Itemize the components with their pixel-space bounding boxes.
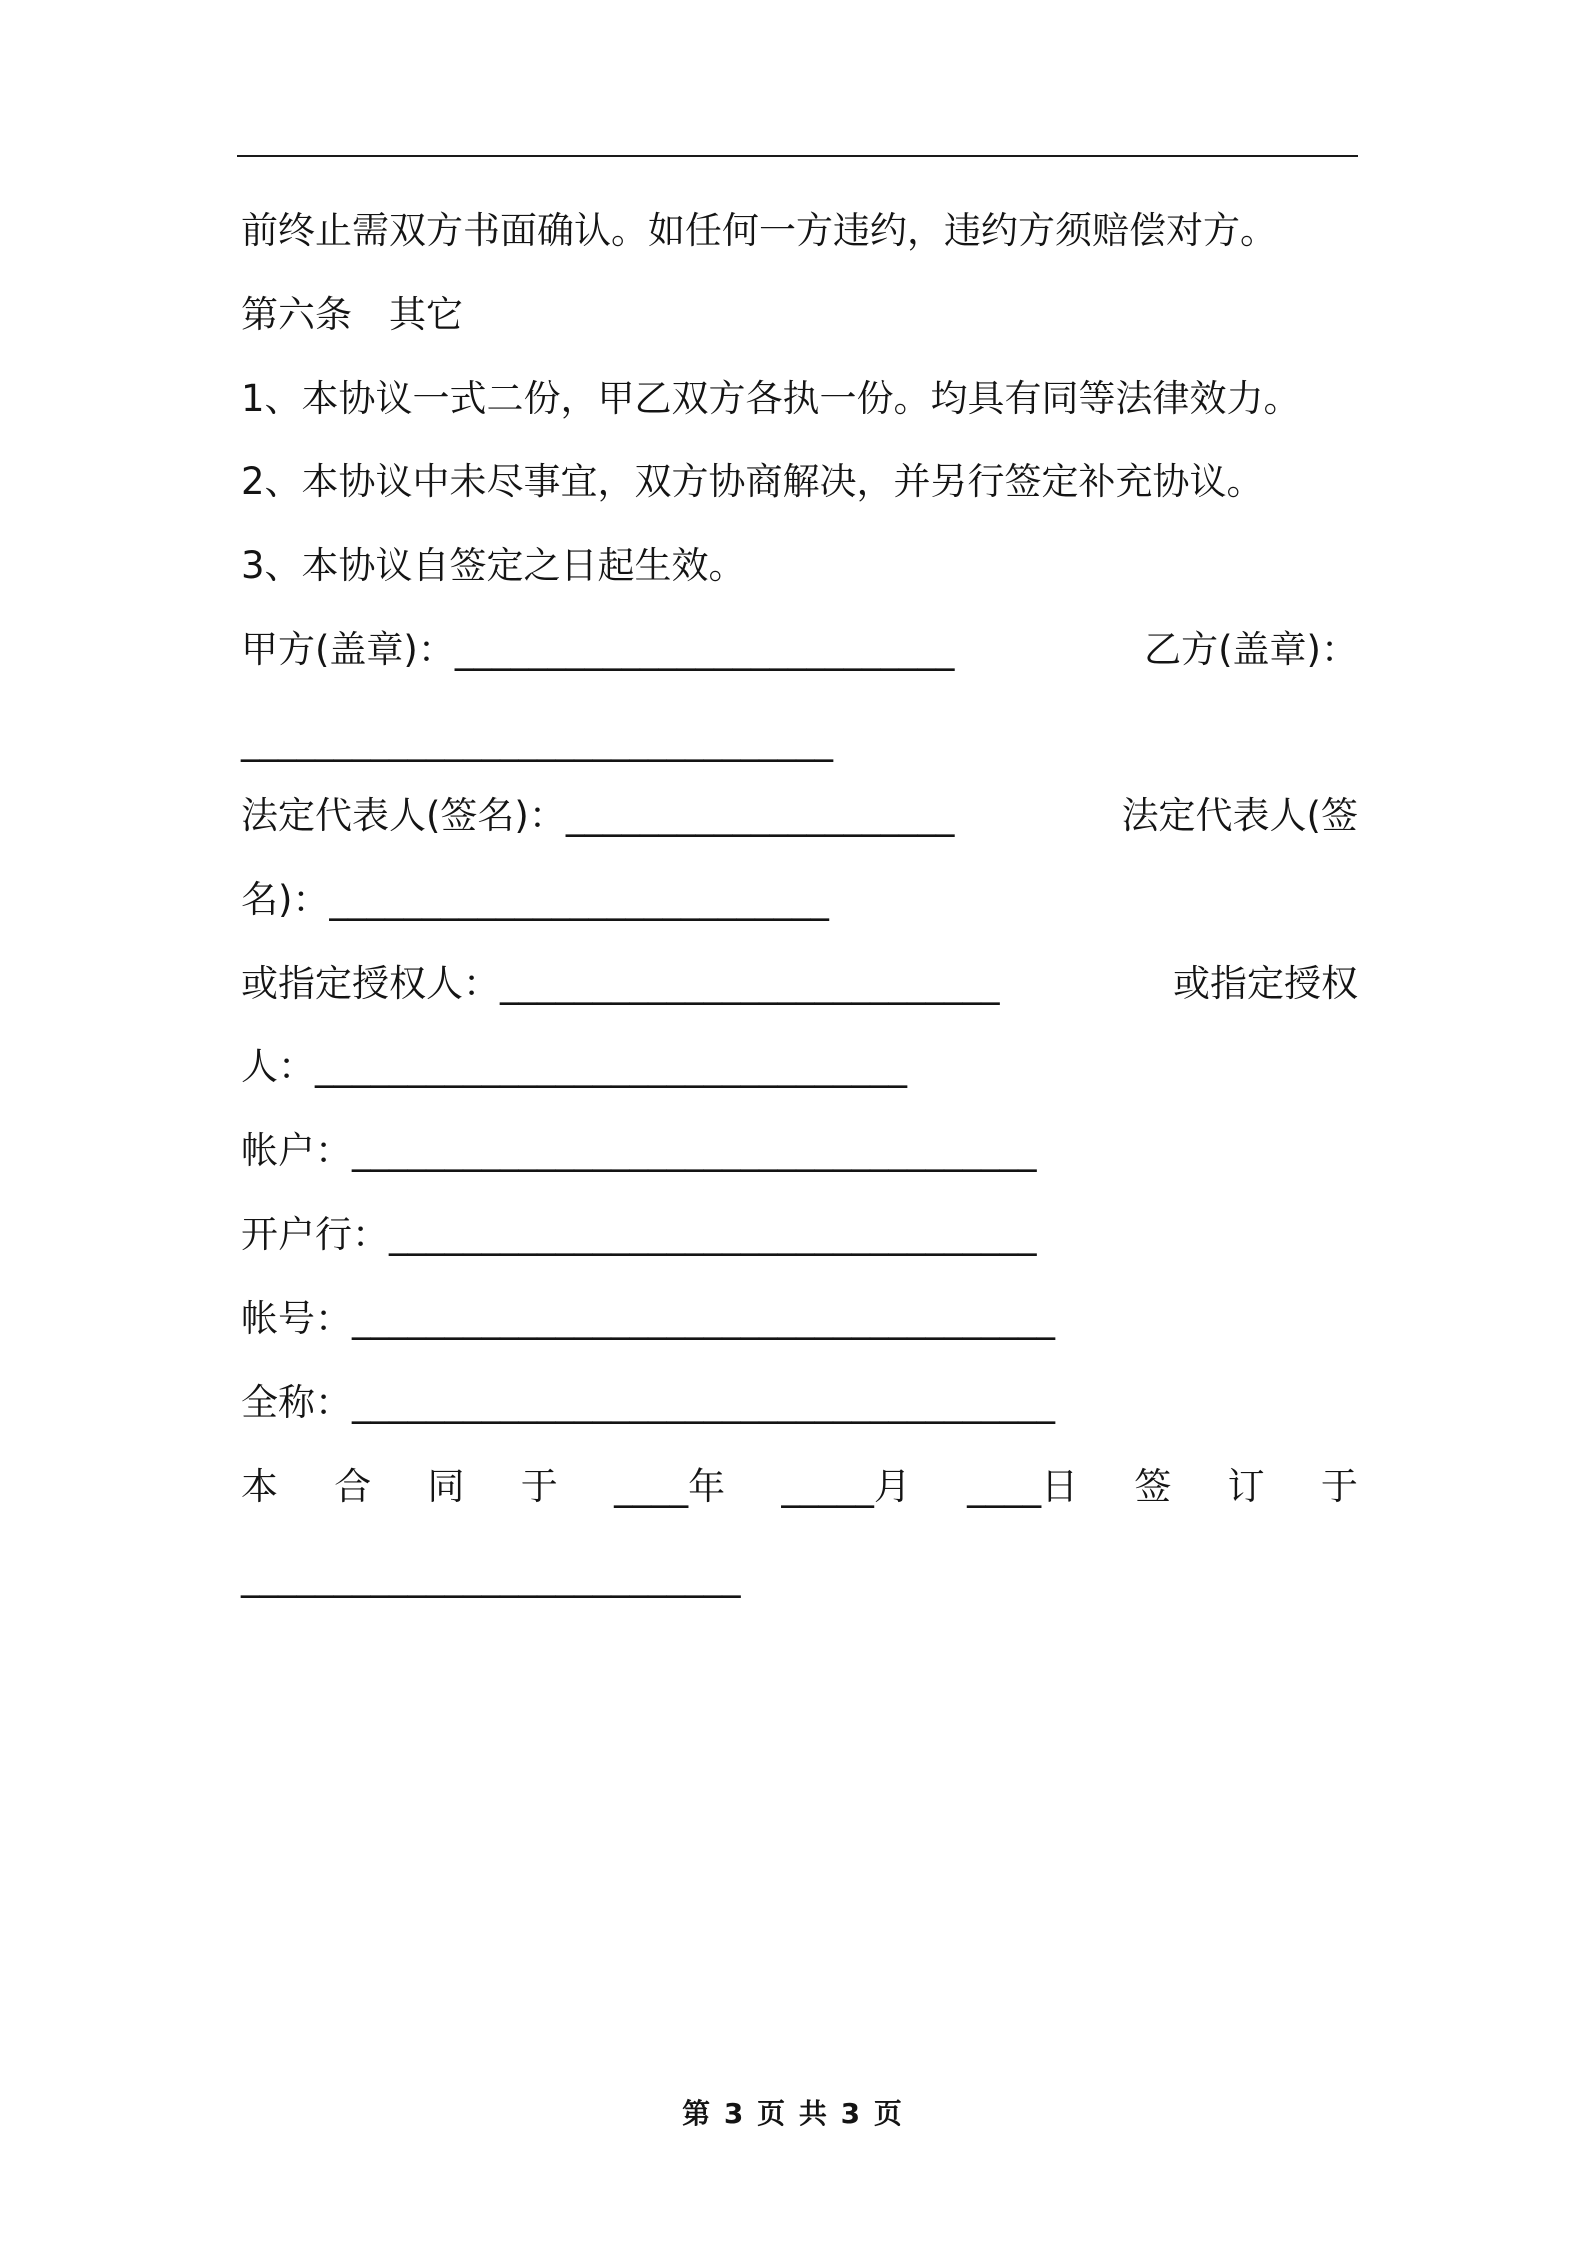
clause-2: 2、本协议中未尽事宜，双方协商解决，并另行签定补充协议。	[241, 460, 1264, 503]
party-b-authorized-label: 或指定授权	[1173, 962, 1358, 1005]
clause-1: 1、本协议一式二份，甲乙双方各执一份。均具有同等法律效力。	[241, 377, 1301, 420]
signing-word: 于	[520, 1465, 558, 1508]
signing-word: 订	[1227, 1465, 1265, 1508]
signing-year-field[interactable]: ____年	[614, 1465, 726, 1508]
party-a-seal-field[interactable]: 甲方(盖章)：___________________________	[241, 628, 955, 671]
party-b-seal-label: 乙方(盖章)：	[1144, 628, 1358, 671]
signing-month-field[interactable]: _____月	[781, 1465, 911, 1508]
full-name-field[interactable]: 全称：______________________________________	[241, 1381, 1055, 1424]
account-field[interactable]: 帐户：_____________________________________	[241, 1129, 1037, 1172]
clause-3: 3、本协议自签定之日起生效。	[241, 544, 746, 587]
paragraph-line-1: 前终止需双方书面确认。如任何一方违约，违约方须赔偿对方。	[241, 209, 1277, 252]
party-b-representative-field[interactable]: 名)：___________________________	[241, 878, 829, 921]
signing-word: 合	[334, 1465, 372, 1508]
signing-word: 本	[241, 1465, 278, 1508]
party-a-authorized-field[interactable]: 或指定授权人：___________________________	[241, 962, 1000, 1005]
signing-word: 于	[1320, 1465, 1358, 1508]
header-rule	[237, 155, 1358, 157]
signing-day-field[interactable]: ____日	[967, 1465, 1079, 1508]
party-a-representative-field[interactable]: 法定代表人(签名)：_____________________	[241, 794, 955, 837]
bank-field[interactable]: 开户行：___________________________________	[241, 1213, 1037, 1256]
signing-date-row	[241, 1457, 1358, 1517]
authorized-row	[241, 954, 1358, 1014]
signing-word: 签	[1134, 1465, 1172, 1508]
account-number-field[interactable]: 帐号：______________________________________	[241, 1297, 1055, 1340]
representative-row	[241, 786, 1358, 846]
party-b-authorized-field[interactable]: 人：________________________________	[241, 1045, 907, 1088]
party-b-representative-label: 法定代表人(签	[1121, 794, 1358, 837]
article-six-heading: 第六条 其它	[241, 293, 463, 336]
signing-word: 同	[427, 1465, 465, 1508]
party-b-seal-field[interactable]: ________________________________	[241, 719, 833, 762]
signing-place-field[interactable]: ___________________________	[241, 1555, 741, 1598]
page-number: 第 3 页 共 3 页	[682, 2097, 904, 2130]
seal-row	[241, 620, 1358, 680]
